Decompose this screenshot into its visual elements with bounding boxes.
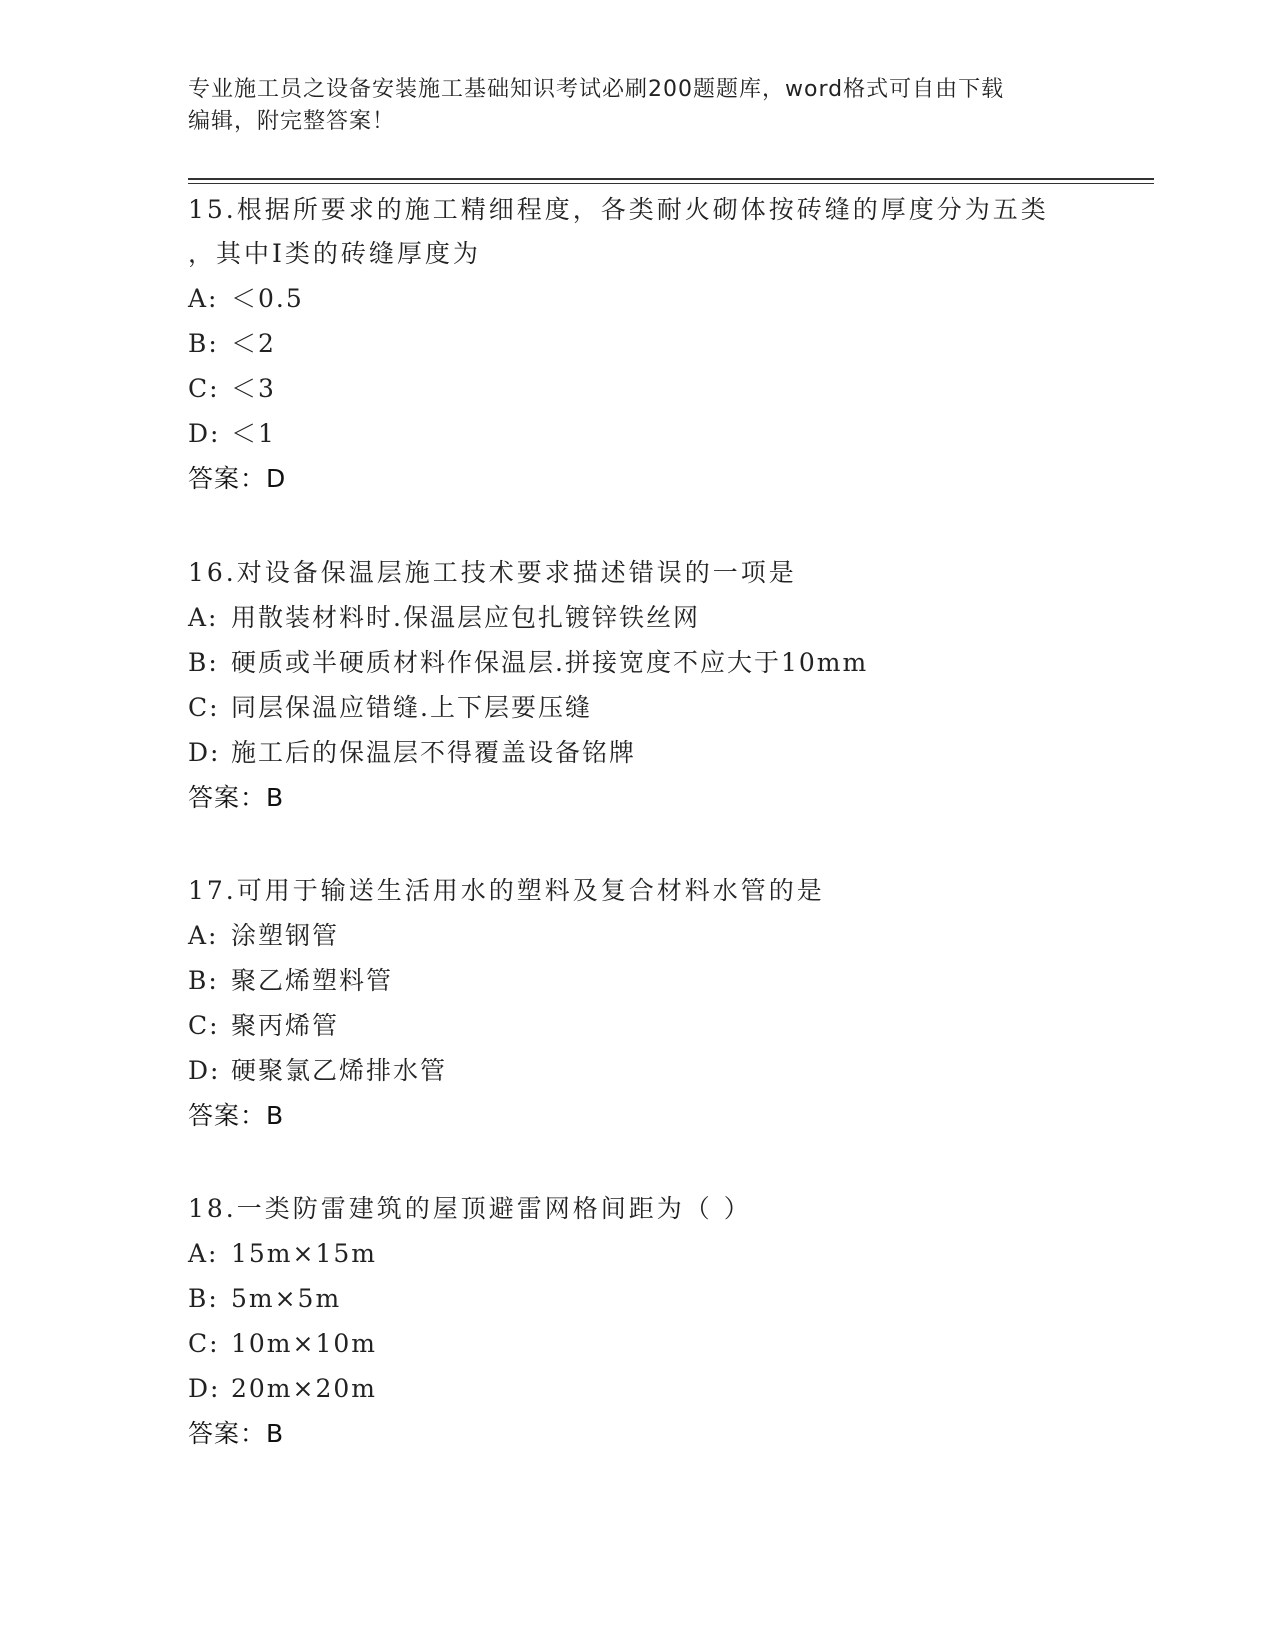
option-a — [188, 276, 1088, 321]
option-text: ＜1 — [231, 419, 276, 448]
option-letter: D: — [188, 419, 221, 448]
option-text: 同层保温应错缝.上下层要压缝 — [231, 693, 592, 722]
question-title: 18.一类防雷建筑的屋顶避雷网格间距为（ ） — [188, 1194, 752, 1223]
option-letter: A: — [188, 1239, 219, 1268]
question-title: 17.可用于输送生活用水的塑料及复合材料水管的是 — [188, 876, 825, 905]
option-a — [188, 913, 1088, 958]
option-letter: A: — [188, 921, 219, 950]
option-text: ＜3 — [231, 374, 276, 403]
option-text: 5m×5m — [231, 1284, 342, 1313]
option-b — [188, 958, 1088, 1003]
option-letter: C: — [188, 693, 220, 722]
answer-label: 答案：D — [188, 464, 287, 493]
answer-label: 答案：B — [188, 1101, 285, 1130]
option-letter: A: — [188, 603, 219, 632]
option-letter: A: — [188, 284, 219, 313]
option-text: 10m×10m — [231, 1329, 377, 1358]
option-text: ＜2 — [231, 329, 276, 358]
header-divider-thin — [188, 183, 1154, 184]
option-d — [188, 411, 1088, 456]
option-letter: C: — [188, 374, 220, 403]
option-b — [188, 640, 1088, 685]
option-letter: C: — [188, 1011, 220, 1040]
option-a — [188, 595, 1088, 640]
answer-label: 答案：B — [188, 1419, 285, 1448]
option-letter: B: — [188, 329, 219, 358]
option-text: 硬聚氯乙烯排水管 — [231, 1056, 448, 1085]
answer-label: 答案：B — [188, 783, 285, 812]
option-letter: D: — [188, 1374, 221, 1403]
header-line-2: 编辑，附完整答案！ — [188, 109, 396, 134]
option-c — [188, 366, 1088, 411]
option-text: 涂塑钢管 — [231, 921, 340, 950]
option-b — [188, 321, 1088, 366]
option-letter: B: — [188, 1284, 219, 1313]
option-letter: D: — [188, 1056, 221, 1085]
question-17 — [188, 869, 1088, 1138]
option-text: 聚乙烯塑料管 — [231, 966, 394, 995]
question-title: 16.对设备保温层施工技术要求描述错误的一项是 — [188, 558, 797, 587]
option-text: 硬质或半硬质材料作保温层.拼接宽度不应大于10mm — [231, 648, 869, 677]
option-c — [188, 1003, 1088, 1048]
question-18 — [188, 1187, 1088, 1456]
option-letter: B: — [188, 966, 219, 995]
option-text: 15m×15m — [231, 1239, 377, 1268]
question-16 — [188, 551, 1088, 820]
option-c — [188, 1321, 1088, 1366]
document-header — [188, 74, 1088, 138]
option-text: 20m×20m — [231, 1374, 377, 1403]
option-c — [188, 685, 1088, 730]
header-line-1: 专业施工员之设备安装施工基础知识考试必刷200题题库，word格式可自由下载 — [188, 77, 1005, 102]
question-15 — [188, 188, 1088, 501]
option-letter: D: — [188, 738, 221, 767]
option-d — [188, 1048, 1088, 1093]
option-d — [188, 730, 1088, 775]
option-text: ＜0.5 — [231, 284, 304, 313]
option-d — [188, 1366, 1088, 1411]
option-letter: C: — [188, 1329, 220, 1358]
option-b — [188, 1276, 1088, 1321]
question-title: 15.根据所要求的施工精细程度，各类耐火砌体按砖缝的厚度分为五类 — [188, 195, 1049, 224]
header-divider-thick — [188, 178, 1154, 180]
option-text: 用散装材料时.保温层应包扎镀锌铁丝网 — [231, 603, 700, 632]
option-text: 聚丙烯管 — [231, 1011, 340, 1040]
question-title-continued: ，其中Ⅰ类的砖缝厚度为 — [188, 239, 481, 268]
option-letter: B: — [188, 648, 219, 677]
option-a — [188, 1231, 1088, 1276]
option-text: 施工后的保温层不得覆盖设备铭牌 — [231, 738, 637, 767]
